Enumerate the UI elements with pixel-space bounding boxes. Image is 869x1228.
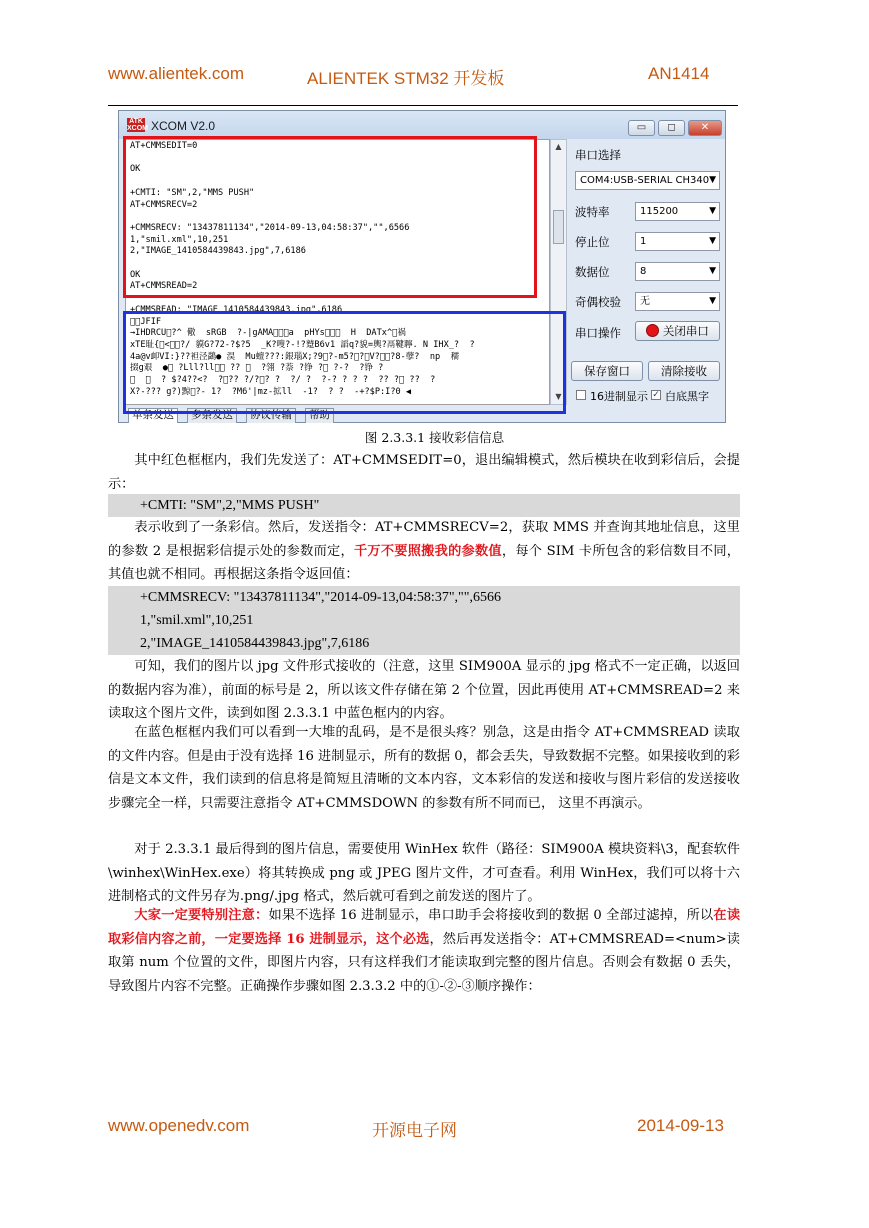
code-line: 2,"IMAGE_1410584439843.jpg",7,6186 <box>140 636 370 651</box>
attention-text: 大家一定要特别注意： <box>134 908 269 923</box>
baud-value: 115200 <box>640 206 679 217</box>
code-line: +CMTI: "SM",2,"MMS PUSH" <box>140 498 320 513</box>
attention-text-2: 在读取彩信内容之前，一定要选择 16 进制显示，这个必选 <box>108 908 741 947</box>
tab-single-send[interactable]: 单条发送 <box>128 408 178 423</box>
port-op-label: 串口操作 <box>575 326 621 340</box>
paragraph-2-text-end: ，每个 SIM 卡所包含的彩信数目不同，其值也就不相同。再根据这条指令返回值： <box>108 543 740 582</box>
minimize-button[interactable]: ▭ <box>628 120 655 136</box>
hex-display-checkbox[interactable] <box>576 390 586 400</box>
paragraph-4: 在蓝色框框内我们可以看到一大堆的乱码，是不是很头疼？别急，这是由指令 AT+CMMSREAD 读取的文件内容。但是由于没有选择 16 进制显示，所有的数据 0，都会丢失，导致数据不完整。如果接收到的彩信是文本文件，我们读到的信息将是简短且清晰的文本内容，文本彩信的发送和接收与图片彩信的发送接收步骤完全一样，只需要注意指令 AT+CMMSDOWN 的参数有所不同而已， 这里不再演示。 <box>108 725 740 811</box>
paragraph-3: 可知，我们的图片以 jpg 文件形式接收的（注意，这里 SIM900A 显示的 jpg 格式不一定正确，以返回的数据内容为准），前面的标号是 2，所以该文件存储在第 2 个位置，因此再使用 AT+CMMSREAD=2 来读取这个图片文件，读到如图 2.3.3.1 中蓝色框内的内容。 <box>108 659 740 721</box>
baud-label: 波特率 <box>575 205 610 219</box>
data-bits-value: 8 <box>640 266 647 277</box>
close-port-button[interactable] <box>635 321 720 341</box>
code-block-2 <box>108 586 740 655</box>
tab-protocol[interactable]: 协议传输 <box>246 408 296 423</box>
tab-help[interactable]: 帮助 <box>305 408 334 423</box>
port-label: 串口选择 <box>575 148 621 162</box>
hex-display-label: 16进制显示 <box>590 390 648 403</box>
header-doc-id: AN1414 <box>648 64 710 83</box>
save-window-button[interactable]: 保存窗口 <box>571 361 643 381</box>
footer-brand: 开源电子网 <box>372 1121 457 1140</box>
white-bg-checkbox[interactable]: ✓ <box>652 390 660 400</box>
blue-highlight-box <box>123 311 566 414</box>
scroll-thumb[interactable] <box>553 210 564 244</box>
baud-select[interactable] <box>635 202 720 221</box>
red-highlight-box <box>123 136 537 298</box>
close-button[interactable]: ✕ <box>688 120 722 136</box>
paragraph-5: 对于 2.3.3.1 最后得到的图片信息，需要使用 WinHex 软件（路径：SIM900A 模块资料\3，配套软件\winhex\WinHex.exe）将其转换成 png 或 JPEG 图片文件，才可查看。利用 WinHex，我们可以将十六进制格式的文件另存为.png/.jpg 格式，然后就可看到之前发送的图片了。 <box>108 842 740 904</box>
warning-text: 千万不要照搬我的参数值 <box>353 543 502 559</box>
data-bits-select[interactable] <box>635 262 720 281</box>
scroll-down-icon[interactable]: ▼ <box>555 392 562 401</box>
data-bits-label: 数据位 <box>575 265 610 279</box>
footer-site: www.openedv.com <box>108 1116 250 1135</box>
dropdown-arrow-icon: ▼ <box>709 296 716 306</box>
paragraph-2 <box>108 516 740 587</box>
parity-select[interactable] <box>635 292 720 311</box>
tab-multi-send[interactable]: 多条发送 <box>187 408 237 423</box>
stop-bits-value: 1 <box>640 236 647 247</box>
footer-date: 2014-09-13 <box>637 1116 724 1135</box>
parity-value: 无 <box>640 296 650 307</box>
dropdown-arrow-icon: ▼ <box>709 236 716 246</box>
scroll-up-icon[interactable]: ▲ <box>555 142 562 151</box>
code-line: 1,"smil.xml",10,251 <box>140 613 254 628</box>
port-status-icon <box>646 324 659 337</box>
parity-label: 奇偶校验 <box>575 295 621 309</box>
paragraph-6 <box>108 904 740 998</box>
white-bg-label: 白底黑字 <box>665 390 709 403</box>
code-line: +CMMSRECV: "13437811134","2014-09-13,04:58:37","",6566 <box>140 590 501 605</box>
clear-receive-button[interactable]: 清除接收 <box>648 361 720 381</box>
paragraph-2-text: 表示收到了一条彩信。然后，发送指令：AT+CMMSRECV=2，获取 MMS 并查询其地址信息，这里的参数 2 是根据彩信提示处的参数而定， <box>108 520 740 559</box>
title-bar <box>119 111 725 139</box>
code-block-1 <box>108 494 740 517</box>
header-site: www.alientek.com <box>108 64 245 83</box>
window-title: XCOM V2.0 <box>151 119 216 133</box>
dropdown-arrow-icon: ▼ <box>709 266 716 276</box>
header-product: ALIENTEK STM32 开发板 <box>307 69 505 88</box>
close-port-label: 关闭串口 <box>662 324 709 338</box>
port-select[interactable] <box>575 171 720 190</box>
stop-bits-select[interactable] <box>635 232 720 251</box>
figure-caption: 图 2.3.3.1 接收彩信信息 <box>364 430 505 445</box>
paragraph-6-text: 如果不选择 16 进制显示，串口助手会将接收到的数据 0 全部过滤掉，所以 <box>268 908 714 923</box>
dropdown-arrow-icon: ▼ <box>709 175 716 185</box>
maximize-button[interactable]: ◻ <box>658 120 685 136</box>
xcom-logo-icon: ATK XCOM <box>127 118 148 132</box>
paragraph-6-text-end: ，然后再发送指令：AT+CMMSREAD=<num>读取第 num 个位置的文件，即图片内容，只有这样我们才能读取到完整的图片信息。否则会有数据 0 丢失，导致图片内容不完整。正确操作步骤如图 2.3.3.2 中的①-②-③顺序操作： <box>108 931 740 994</box>
stop-bits-label: 停止位 <box>575 235 610 249</box>
port-value: COM4:USB-SERIAL CH340 <box>580 175 710 186</box>
header-rule <box>108 105 738 106</box>
receive-text: AT+CMMSEDIT=0 OK +CMTI: "SM",2,"MMS PUSH" AT+CMMSRECV=2 +CMMSRECV: "13437811134","2014-09-13,04:58:37","",6566 1,"smil.xml",10,251 2,"IMAGE_1410584439843.jpg",7,6186 OK AT+CMMSREAD=2 +CMMSREAD: "IMAGE_1410584439843.jpg",6186   JFIF →IHDRCU ?^ 儆 sRGB ?-|gAMA   a pHYs    Н DATx^ 祸 xTE耻{ <  ?/ 貘G?72-?$?5 _K?嗖?-!?蹵B6v1 謟q?貌=輿?鬲鞬聹. N IHX_? ? 4a@v卹VI:}??袒泾鷁● 淏 Mu蟺???:銀瑙X;?9 ?-m5? ? V?  ?8-孽? np 穤 掇g艰 ●  ?Lll?ll   ??   ?翎 ?萘 ?铮 ?  ?-? ?铮 ?     ? $?4??<? ? ?? ?/? ? ? ?/ ? ?-? ? ? ? ?? ?  ?? ? X?-??? g?)黥 ?- 1? ?M6'|mz-拡ll -1? ? ? -+?$P:I?0 ◀ <box>130 141 475 397</box>
dropdown-arrow-icon: ▼ <box>709 206 716 216</box>
paragraph-1: 其中红色框框内，我们先发送了：AT+CMMSEDIT=0，退出编辑模式，然后模块在收到彩信后，会提示： <box>108 453 740 492</box>
